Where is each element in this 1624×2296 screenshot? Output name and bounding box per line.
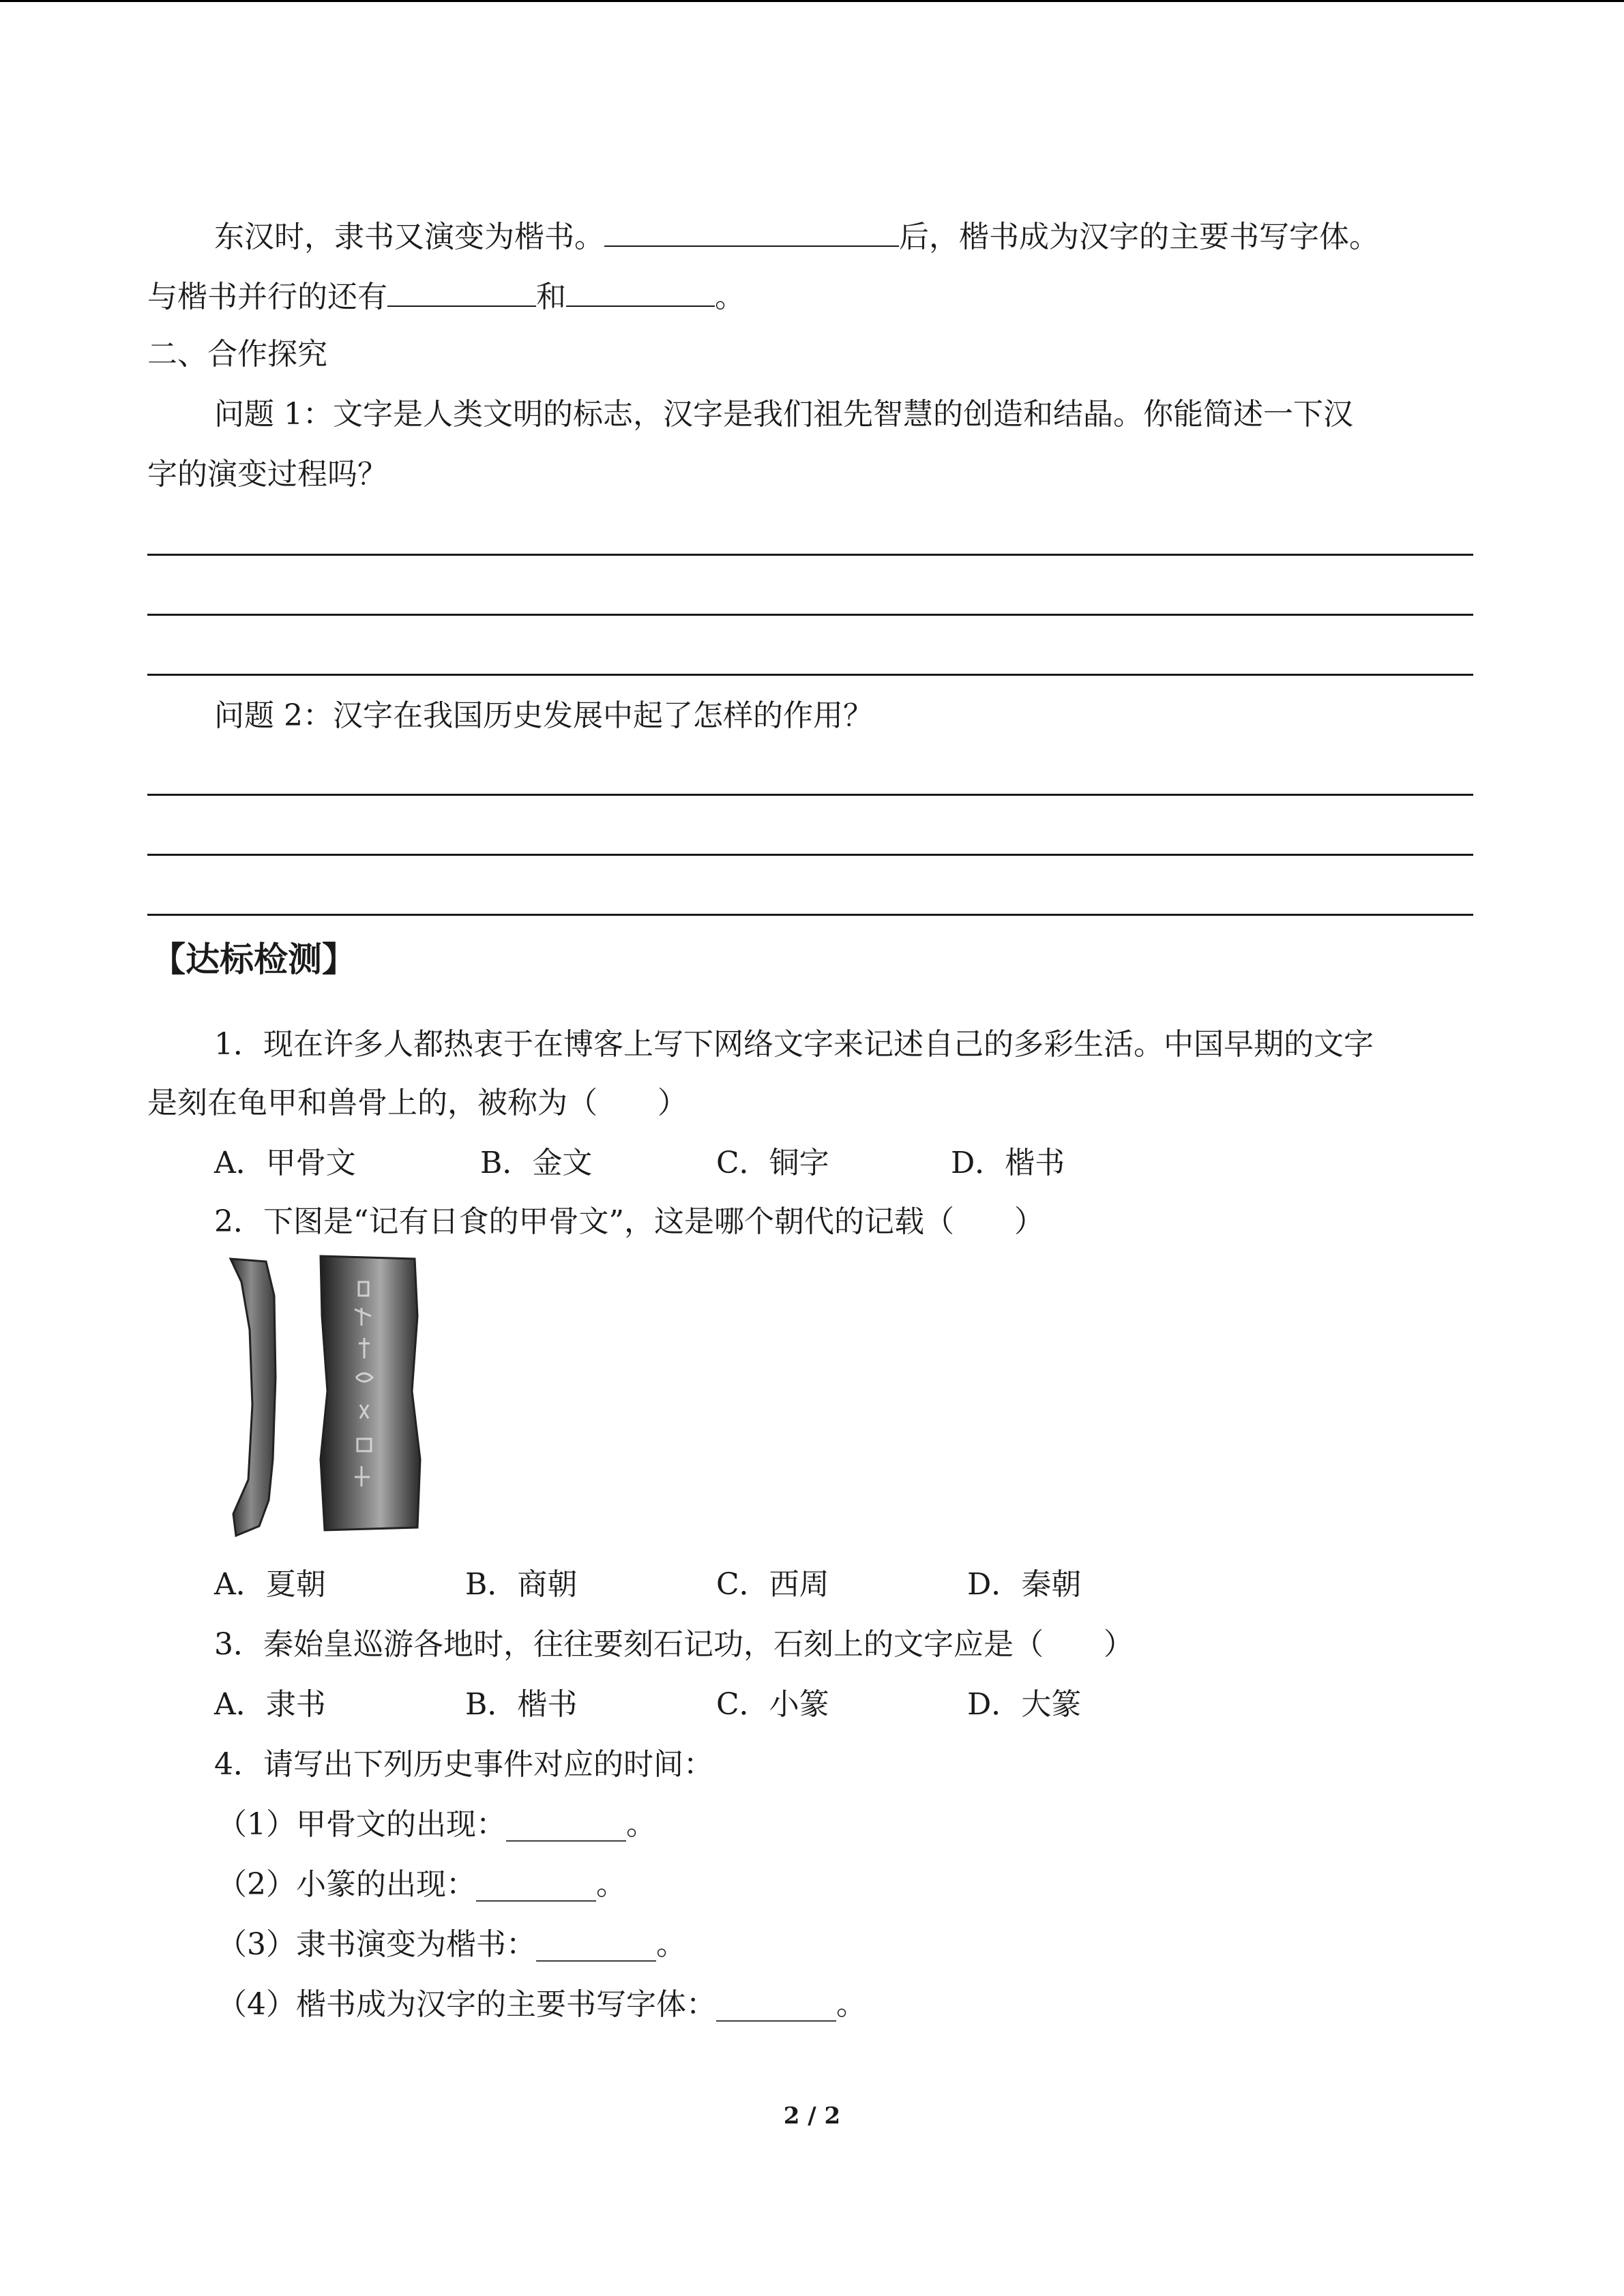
answer-line[interactable] [147, 794, 1473, 796]
q1-option-b[interactable]: B．金文 [480, 1146, 593, 1180]
q4-item-2[interactable]: （2）小篆的出现：________。 [217, 1867, 626, 1902]
q1-option-a[interactable]: A．甲骨文 [214, 1146, 356, 1180]
question-1-line-1: 问题 1：文字是人类文明的标志，汉字是我们祖先智慧的创造和结晶。你能简述一下汉 [214, 397, 1353, 432]
oracle-bone-image [225, 1255, 423, 1541]
blank-input[interactable] [387, 280, 536, 307]
answer-line[interactable] [147, 614, 1473, 616]
intro-line-1: 东汉时，隶书又演变为楷书。 后，楷书成为汉字的主要书写字体。 [214, 220, 1379, 254]
q3-option-b[interactable]: B．楷书 [465, 1687, 578, 1722]
blank-input[interactable] [604, 220, 899, 247]
q2-option-b[interactable]: B．商朝 [465, 1567, 578, 1602]
blank-input[interactable] [566, 280, 715, 307]
q1-option-d[interactable]: D．楷书 [951, 1146, 1065, 1180]
answer-line[interactable] [147, 554, 1473, 556]
test-q1-line-2: 是刻在龟甲和兽骨上的，被称为（ ） [147, 1086, 688, 1120]
test-q1-line-1: 1．现在许多人都热衷于在博客上写下网络文字来记述自己的多彩生活。中国早期的文字 [214, 1027, 1374, 1062]
q3-option-a[interactable]: A．隶书 [214, 1687, 326, 1722]
q4-item-3[interactable]: （3）隶书演变为楷书：________。 [217, 1927, 686, 1962]
q4-item-4[interactable]: （4）楷书成为汉字的主要书写字体：________。 [217, 1987, 866, 2022]
q3-option-c[interactable]: C．小篆 [716, 1687, 829, 1722]
test-q4: 4．请写出下列历史事件对应的时间： [214, 1747, 713, 1782]
intro-line-2: 与楷书并行的还有 和 。 [147, 280, 745, 314]
answer-line[interactable] [147, 914, 1473, 916]
question-2: 问题 2：汉字在我国历史发展中起了怎样的作用？ [214, 698, 873, 733]
q1-option-c[interactable]: C．铜字 [716, 1146, 829, 1180]
section-title: 二、合作探究 [147, 337, 327, 372]
oracle-bone-left [231, 1259, 276, 1536]
test-q3: 3．秦始皇巡游各地时，往往要刻石记功，石刻上的文字应是（ ） [214, 1627, 1134, 1662]
q4-item-1[interactable]: （1）甲骨文的出现：________。 [217, 1807, 656, 1842]
page-number: 2 / 2 [783, 2102, 841, 2130]
top-border [0, 0, 1624, 2]
oracle-bone-right [321, 1256, 420, 1530]
q2-option-a[interactable]: A．夏朝 [214, 1567, 326, 1602]
q2-option-c[interactable]: C．西周 [716, 1567, 829, 1602]
answer-line[interactable] [147, 854, 1473, 856]
q2-option-d[interactable]: D．秦朝 [967, 1567, 1082, 1602]
q3-option-d[interactable]: D．大篆 [967, 1687, 1082, 1722]
question-1-line-2: 字的演变过程吗？ [147, 457, 387, 492]
test-heading: 【达标检测】 [151, 940, 356, 979]
answer-line[interactable] [147, 674, 1473, 676]
test-q2: 2．下图是“记有日食的甲骨文”，这是哪个朝代的记载（ ） [214, 1204, 1044, 1239]
